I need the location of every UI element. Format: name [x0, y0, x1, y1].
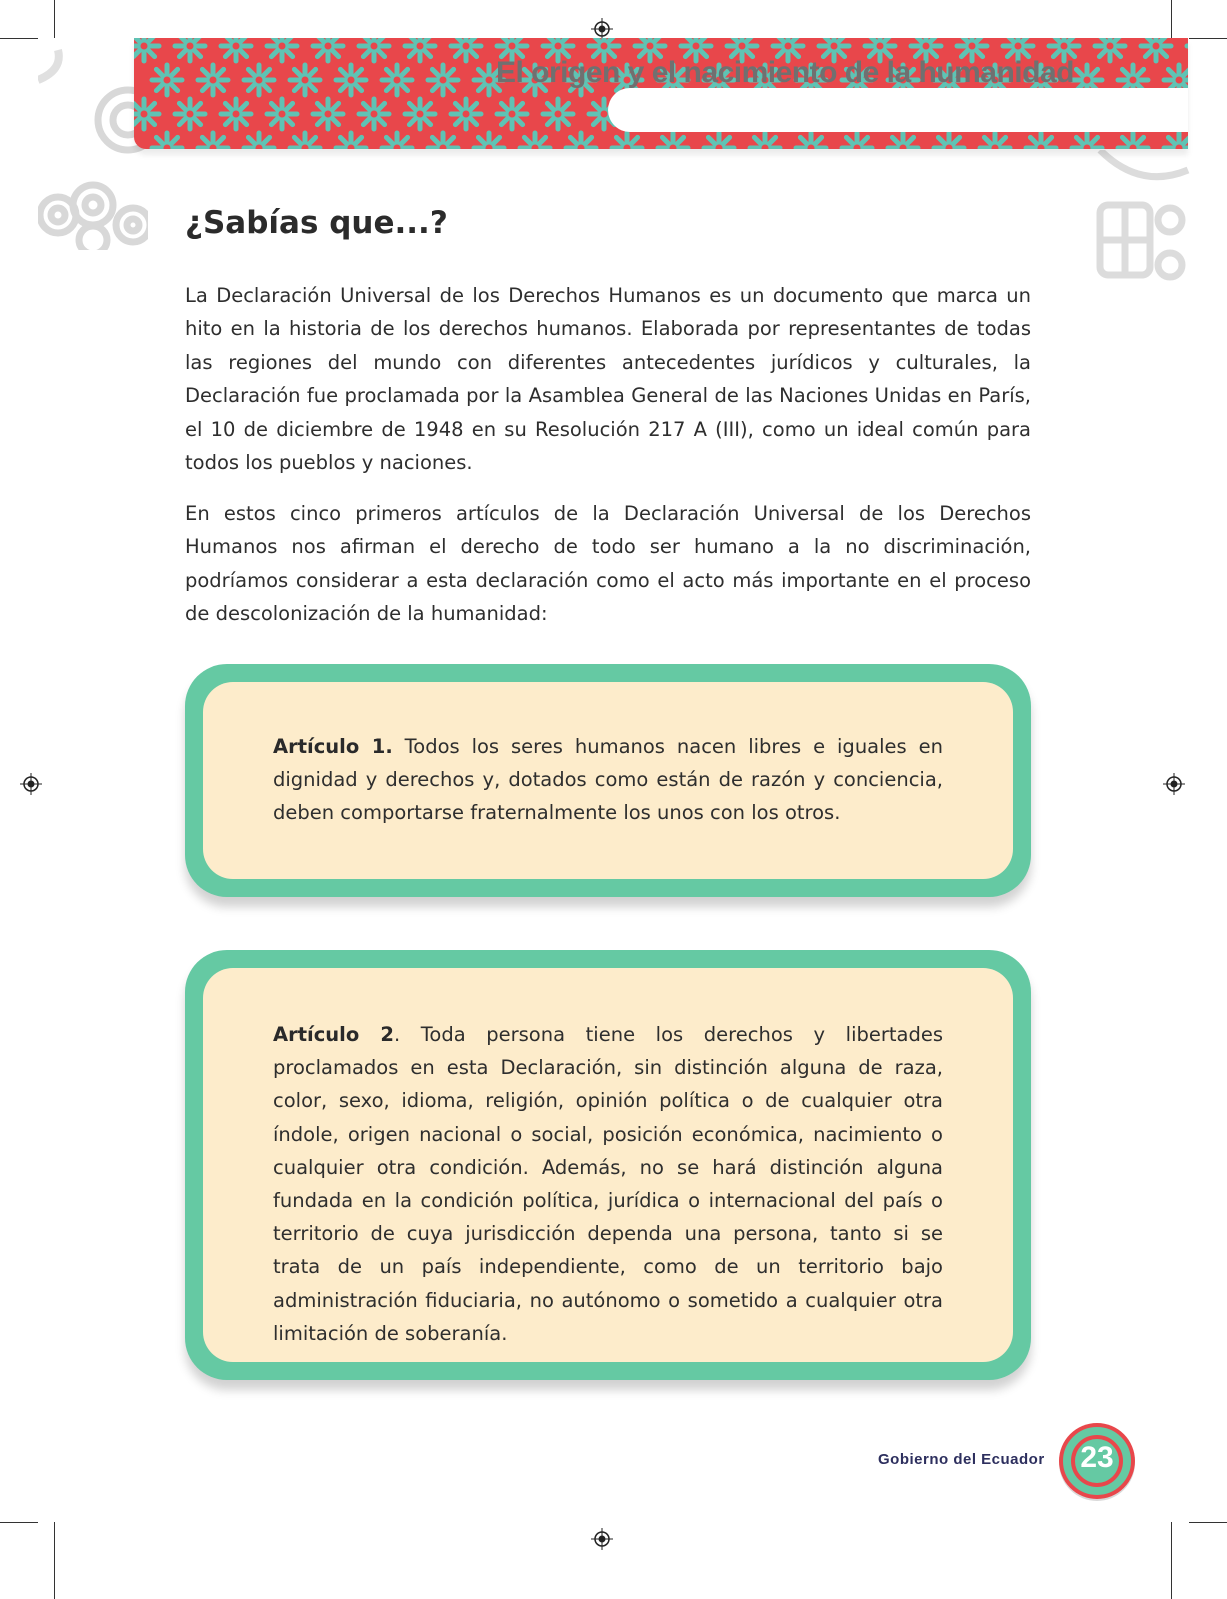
fret-ornament-icon — [1080, 150, 1190, 290]
crop-mark — [1189, 38, 1227, 39]
flower-motif — [198, 65, 228, 95]
flower-motif — [405, 38, 435, 61]
article-text — [273, 1018, 943, 1350]
flower-motif — [313, 99, 343, 129]
flower-motif — [221, 38, 251, 61]
crop-mark — [54, 1522, 55, 1599]
crop-mark — [0, 38, 38, 39]
intro-paragraph: La Declaración Universal de los Derechos Humanos es un documento que marca un hito en la historia de los derechos humanos. Elaborada por representantes de todas las regiones del mundo con diferentes antecedentes jurídicos y culturales, la Declaración fue proclamada por la Asamblea General de las Naciones Unidas en París, el 10 de diciembre de 1948 en su Resolución 217 A (III), como un ideal común para todos los pueblos y naciones. — [185, 284, 1031, 475]
crop-mark — [0, 1522, 38, 1523]
flower-motif — [750, 133, 780, 149]
flower-motif — [134, 99, 159, 129]
registration-mark-icon — [20, 773, 42, 795]
article-body: Todos los seres humanos nacen libres e iguales en dignidad y derechos y, dotados como están de razón y conciencia, deben comportarse fraternalmente los unos con los otros. — [273, 735, 943, 825]
flower-motif — [267, 38, 297, 61]
flower-motif — [152, 65, 182, 95]
article-text — [273, 730, 943, 830]
flower-motif — [451, 99, 481, 129]
flower-motif — [980, 133, 1010, 149]
flower-motif — [497, 99, 527, 129]
flower-motif — [1141, 38, 1171, 61]
flower-motif — [934, 133, 964, 149]
flower-motif — [152, 133, 182, 149]
registration-mark-icon — [591, 1528, 613, 1550]
crop-mark — [1171, 1522, 1172, 1599]
flower-motif — [382, 65, 412, 95]
section-heading: ¿Sabías que...? — [185, 205, 448, 241]
flower-motif — [290, 65, 320, 95]
flower-motif — [313, 38, 343, 61]
flower-motif — [290, 133, 320, 149]
article-card — [185, 950, 1031, 1380]
flower-motif — [1187, 38, 1188, 61]
header-banner — [134, 38, 1188, 149]
flower-motif — [1164, 133, 1188, 149]
flower-motif — [474, 133, 504, 149]
flower-motif — [221, 99, 251, 129]
flower-motif — [658, 133, 688, 149]
article-card-inner — [203, 682, 1013, 879]
article-body: . Toda persona tiene los derechos y libertades proclamados en esta Declaración, sin distinción alguna de raza, color, sexo, idioma, religión, opinión política o de cualquier otra índole, origen nacional o social, posición económica, nacimiento o cualquier otra condición. Además, no se hará distinción alguna fundada en la condición política, jurídica o internacional del país o territorio de cuya jurisdicción dependa una persona, tanto si se trata de un país independiente, como de un territorio bajo administración fiduciaria, no autónomo o sometido a cualquier otra limitación de soberanía. — [273, 1023, 944, 1345]
flower-motif — [1118, 133, 1148, 149]
articles-intro-paragraph: En estos cinco primeros artículos de la Declaración Universal de los Derechos Humanos nos afirman el derecho de todo ser humano a la no discriminación, podríamos considerar a esta declaración como el acto más importante en el proceso de descolonización de la humanidad: — [185, 502, 1031, 626]
flower-motif — [566, 133, 596, 149]
flower-motif — [543, 99, 573, 129]
flower-motif — [336, 65, 366, 95]
flower-motif — [267, 99, 297, 129]
flower-motif — [359, 99, 389, 129]
crop-mark — [1189, 1522, 1227, 1523]
flower-motif — [382, 133, 412, 149]
flower-motif — [704, 133, 734, 149]
flower-motif — [451, 38, 481, 61]
flower-motif — [336, 133, 366, 149]
flower-motif — [175, 99, 205, 129]
flower-motif — [1095, 38, 1125, 61]
flower-motif — [428, 65, 458, 95]
registration-mark-icon — [591, 18, 613, 40]
flower-motif — [520, 133, 550, 149]
article-card-inner — [203, 968, 1013, 1362]
spiral-ornament-icon — [38, 40, 148, 250]
article-label: Artículo 2 — [273, 1023, 394, 1046]
flower-motif — [1072, 133, 1102, 149]
article-card — [185, 664, 1031, 897]
page-number: 23 — [1080, 1441, 1114, 1474]
flower-motif — [175, 38, 205, 61]
flower-motif — [405, 99, 435, 129]
article-label: Artículo 1. — [273, 735, 393, 758]
flower-motif — [612, 133, 642, 149]
flower-motif — [796, 133, 826, 149]
crop-mark — [1171, 0, 1172, 38]
flower-motif — [888, 133, 918, 149]
header-title-box — [608, 88, 1188, 132]
flower-motif — [842, 133, 872, 149]
flower-motif — [134, 38, 159, 61]
flower-motif — [198, 133, 228, 149]
flower-motif — [244, 133, 274, 149]
registration-mark-icon — [1163, 773, 1185, 795]
flower-motif — [1026, 133, 1056, 149]
crop-mark — [54, 0, 55, 38]
flower-motif — [428, 133, 458, 149]
header-title: El origen y el nacimiento de la humanidad — [496, 56, 1074, 89]
flower-motif — [359, 38, 389, 61]
publisher-label: Gobierno del Ecuador — [878, 1451, 1045, 1468]
flower-motif — [244, 65, 274, 95]
